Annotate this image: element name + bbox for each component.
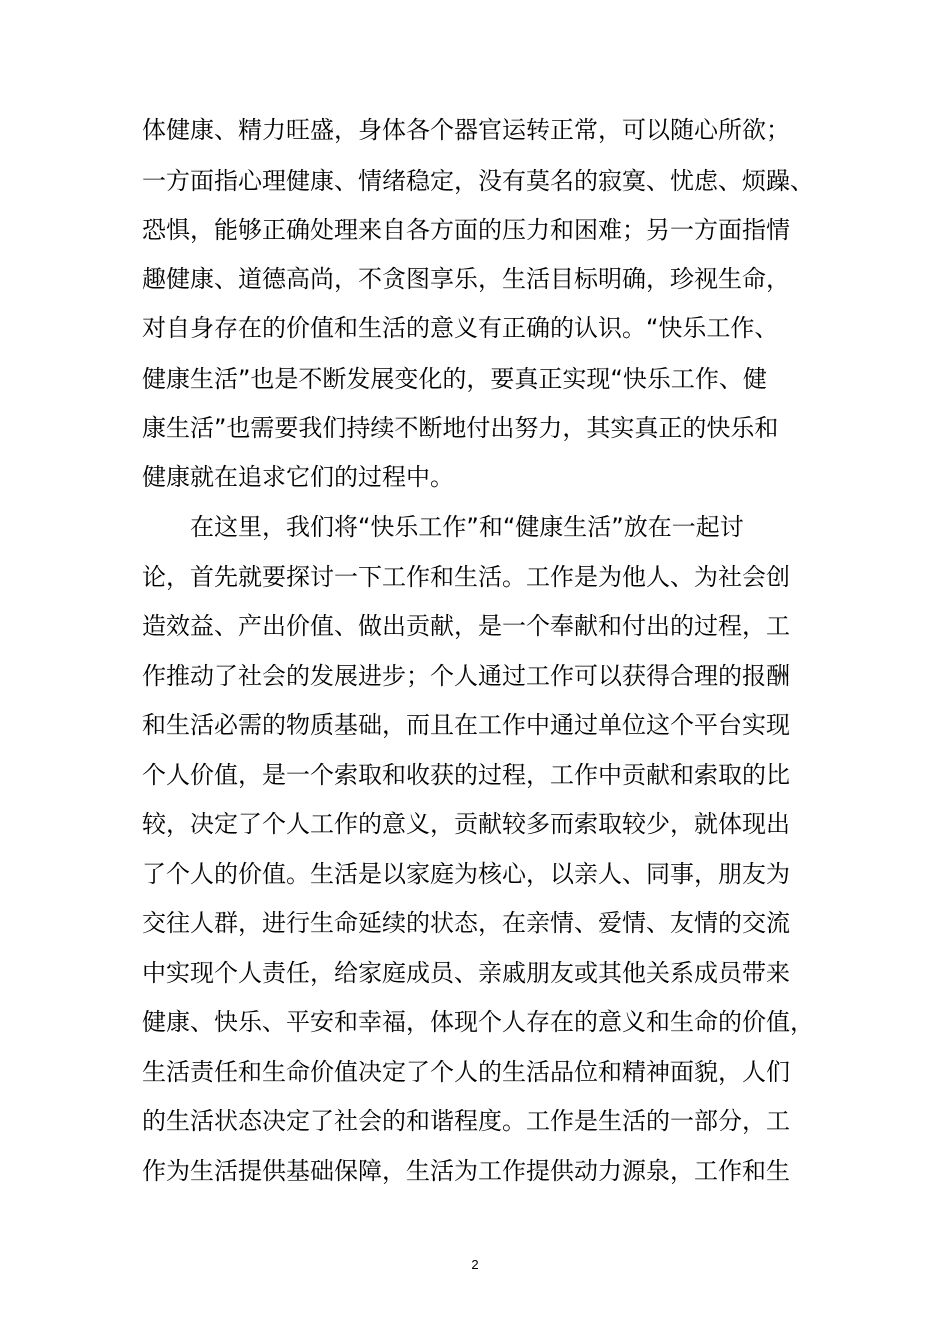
- text-line: 一方面指心理健康、情绪稳定，没有莫名的寂寞、忧虑、烦躁、: [142, 167, 814, 195]
- text-line: 作推动了社会的发展进步；个人通过工作可以获得合理的报酬: [142, 662, 790, 690]
- text-line: 和生活必需的物质基础，而且在工作中通过单位这个平台实现: [142, 711, 790, 739]
- text-line: 个人价值，是一个索取和收获的过程，工作中贡献和索取的比: [142, 761, 790, 789]
- text-line: 的生活状态决定了社会的和谐程度。工作是生活的一部分，工: [142, 1107, 790, 1135]
- text-line: 中实现个人责任，给家庭成员、亲戚朋友或其他关系成员带来: [142, 959, 790, 987]
- text-line: 体健康、精力旺盛，身体各个器官运转正常，可以随心所欲；: [142, 116, 790, 144]
- text-line: 健康、快乐、平安和幸福，体现个人存在的意义和生命的价值，: [142, 1008, 814, 1036]
- page-number: 2: [471, 1257, 479, 1272]
- text-line: 造效益、产出价值、做出贡献，是一个奉献和付出的过程，工: [142, 612, 790, 640]
- text-line: 康生活”也需要我们持续不断地付出努力，其实真正的快乐和: [142, 414, 779, 442]
- text-line: 交往人群，进行生命延续的状态，在亲情、爱情、友情的交流: [142, 909, 790, 937]
- text-line: 对自身存在的价值和生活的意义有正确的认识。“快乐工作、: [142, 314, 779, 342]
- text-line: 生活责任和生命价值决定了个人的生活品位和精神面貌，人们: [142, 1058, 790, 1086]
- text-line: 健康生活”也是不断发展变化的，要真正实现“快乐工作、健: [142, 365, 767, 393]
- text-line: 恐惧，能够正确处理来自各方面的压力和困难；另一方面指情: [142, 216, 790, 244]
- text-line: 作为生活提供基础保障，生活为工作提供动力源泉，工作和生: [142, 1157, 790, 1185]
- text-line: 在这里，我们将“快乐工作”和“健康生活”放在一起讨: [142, 513, 744, 541]
- text-line: 较，决定了个人工作的意义，贡献较多而索取较少，就体现出: [142, 810, 790, 838]
- text-line: 了个人的价值。生活是以家庭为核心，以亲人、同事，朋友为: [142, 860, 790, 888]
- text-line: 论，首先就要探讨一下工作和生活。工作是为他人、为社会创: [142, 563, 790, 591]
- text-line: 健康就在追求它们的过程中。: [142, 463, 454, 491]
- text-line: 趣健康、道德高尚，不贪图享乐，生活目标明确，珍视生命，: [142, 265, 790, 293]
